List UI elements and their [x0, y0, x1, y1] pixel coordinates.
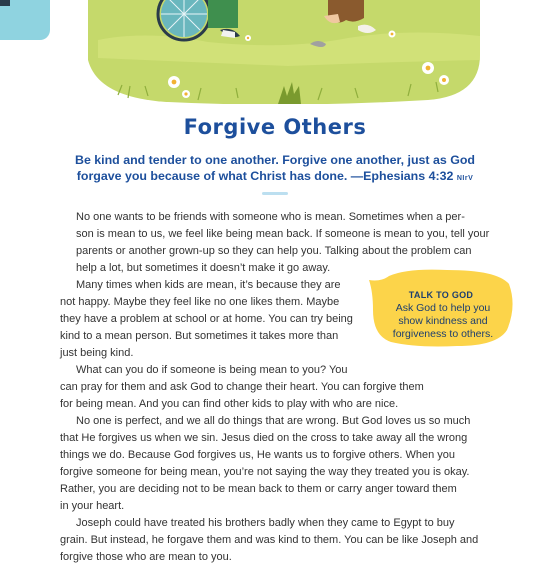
verse-line-1: Be kind and tender to one another. Forgive one another, just as God	[75, 153, 475, 167]
text-line: they have a problem at school or at home. You can try being	[60, 313, 353, 325]
talk-to-god-callout	[367, 266, 517, 352]
text-line: just being kind.	[60, 347, 134, 359]
text-line: grain. But instead, he forgave them and was kind to them. You can be like Joseph and	[60, 534, 479, 546]
text-line: Rather, you are deciding not to be mean back to them or carry anger toward them	[60, 483, 457, 495]
callout-line: Ask God to help you	[395, 302, 491, 314]
paragraph-2	[60, 277, 366, 362]
text-line: No one is perfect, and we all do things that are wrong. But God loves us so much	[76, 415, 471, 427]
text-line: not happy. Maybe they feel like no one likes them. Maybe	[60, 296, 340, 308]
paragraph-4	[60, 413, 488, 515]
text-line: things we do. Because God forgives us, He wants us to forgive others. When you	[60, 449, 455, 461]
verse-version: NIrV	[456, 175, 474, 182]
paragraph-5	[60, 515, 488, 566]
text-line: can pray for them and ask God to change their heart. You can forgive them	[60, 381, 424, 393]
text-line: kind to a mean person. But sometimes it takes more than	[60, 330, 339, 342]
text-line: help a lot, but sometimes it doesn’t make it go away.	[76, 262, 331, 274]
text-line: No one wants to be friends with someone who is mean. Sometimes when a per-	[76, 211, 465, 223]
text-line: for being mean. And you can find other kids to play with who are nice.	[60, 398, 399, 410]
section-divider	[262, 192, 288, 195]
text-line: son is mean to us, we feel like being mean back. If someone is mean to you, tell your	[76, 228, 490, 240]
text-line: forgive someone for being mean, you’re not saying the way they treated you is okay.	[60, 466, 470, 478]
bible-verse	[70, 152, 480, 187]
callout-line: forgiveness to others.	[392, 328, 494, 340]
text-line: Joseph could have treated his brothers badly when they came to Egypt to buy	[76, 517, 455, 529]
verse-line-2: forgave you because of what Christ has done. —Ephesians 4:32	[76, 169, 454, 183]
illustration-kids-on-grass	[88, 0, 480, 104]
text-line: parents or another grown-up so they can help you. Talking about the problem can	[76, 245, 472, 257]
text-line: Many times when kids are mean, it’s because they are	[76, 279, 341, 291]
page-title: Forgive Others	[183, 115, 367, 139]
text-line: forgive those who are mean to you.	[60, 551, 232, 563]
text-line: in your heart.	[60, 500, 125, 512]
tab-marker	[0, 0, 10, 6]
paragraph-3	[60, 362, 488, 413]
page-tab	[0, 0, 50, 40]
callout-line: show kindness and	[398, 315, 488, 327]
callout-title: TALK TO GOD	[408, 290, 474, 300]
callout-body	[381, 302, 505, 341]
text-line: What can you do if someone is being mean to you? You	[76, 364, 348, 376]
text-line: that He forgives us when we sin. Jesus died on the cross to take away all the wrong	[60, 432, 468, 444]
